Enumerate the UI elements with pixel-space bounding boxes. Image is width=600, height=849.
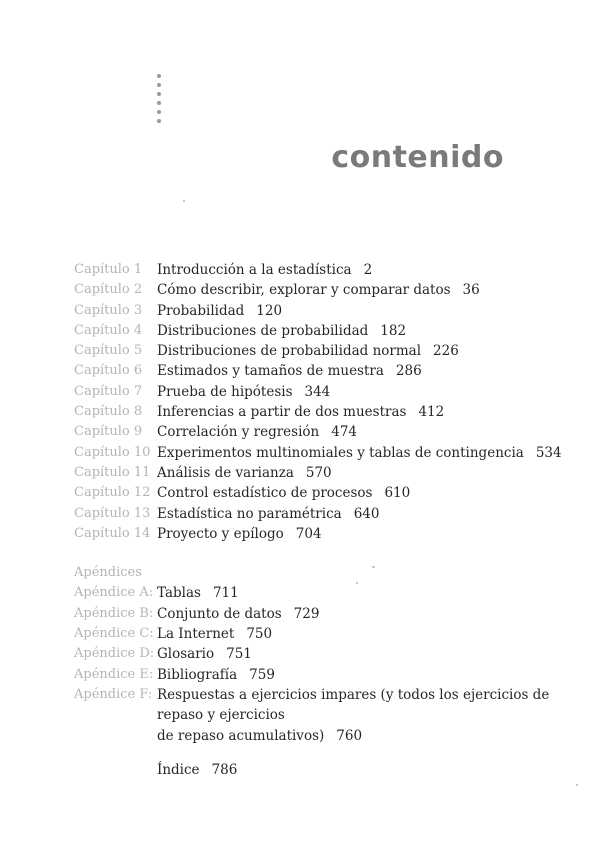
- chapter-title: Distribuciones de probabilidad normal: [157, 343, 422, 360]
- chapter-label: Capítulo 4: [74, 322, 143, 338]
- chapter-title: Estadística no paramétrica: [157, 505, 342, 522]
- appendix-label: Apéndice E:: [74, 666, 154, 682]
- dot-icon: [157, 83, 161, 87]
- chapter-title: Control estadístico de procesos: [157, 485, 373, 502]
- appendix-title: Conjunto de datos: [157, 605, 282, 622]
- appendix-page: 750: [246, 626, 273, 643]
- chapter-title: Análisis de varianza: [157, 464, 294, 481]
- dot-icon: [157, 119, 161, 123]
- appendix-page: 751: [226, 646, 252, 663]
- chapter-row[interactable]: [74, 341, 574, 361]
- appendix-label: Apéndice C:: [74, 626, 154, 642]
- dot-icon: [157, 101, 161, 105]
- chapter-label: Capítulo 14: [74, 525, 151, 541]
- chapter-row[interactable]: [74, 443, 574, 463]
- scan-speck: [576, 784, 578, 786]
- chapter-label: Capítulo 9: [74, 424, 143, 440]
- scan-speck: [183, 200, 185, 202]
- chapter-row[interactable]: [74, 280, 574, 300]
- index-row[interactable]: [74, 760, 574, 780]
- chapter-row[interactable]: [74, 524, 574, 544]
- appendix-page: 711: [212, 585, 239, 602]
- chapter-page: 640: [353, 505, 380, 522]
- dot-icon: [157, 92, 161, 96]
- chapter-label: Capítulo 10: [74, 444, 151, 460]
- appendix-title: Bibliografía: [157, 666, 238, 683]
- chapter-page: 534: [535, 444, 562, 461]
- appendix-row[interactable]: [74, 624, 574, 644]
- chapter-label: Capítulo 6: [74, 363, 143, 379]
- table-of-contents: [74, 260, 574, 781]
- chapter-row[interactable]: [74, 260, 574, 280]
- appendix-title: Tablas: [157, 585, 201, 602]
- dot-icon: [157, 74, 161, 78]
- chapter-title: Cómo describir, explorar y comparar datos: [157, 282, 451, 299]
- scan-speck: [372, 566, 375, 568]
- scan-speck: [356, 582, 358, 584]
- appendix-row-f[interactable]: [74, 685, 574, 747]
- chapter-page: 286: [395, 363, 422, 380]
- chapter-title: Prueba de hipótesis: [157, 383, 293, 400]
- chapter-row[interactable]: [74, 483, 574, 503]
- chapter-label: Capítulo 5: [74, 343, 143, 359]
- chapter-page: 226: [433, 343, 459, 360]
- chapter-label: Capítulo 8: [74, 404, 143, 420]
- chapter-list: [74, 260, 574, 544]
- chapter-title: Proyecto y epílogo: [157, 525, 284, 542]
- chapter-label: Capítulo 2: [74, 282, 143, 298]
- decorative-dots: [157, 74, 163, 128]
- chapter-label: Capítulo 7: [74, 383, 143, 399]
- appendix-label: Apéndice D:: [74, 646, 155, 662]
- chapter-page: 36: [462, 282, 480, 299]
- appendix-row[interactable]: [74, 644, 574, 664]
- chapter-row[interactable]: [74, 402, 574, 422]
- appendix-label: Apéndice F:: [74, 686, 153, 702]
- appendix-label: Apéndice B:: [74, 605, 154, 621]
- appendices-heading: Apéndices: [74, 565, 142, 581]
- appendix-title-line-1: Respuestas a ejercicios impares (y todos los ejercicios de repaso y ejercicios: [157, 686, 550, 724]
- appendix-row[interactable]: [74, 604, 574, 624]
- chapter-label: Capítulo 12: [74, 485, 151, 501]
- chapter-label: Capítulo 11: [74, 464, 151, 480]
- appendix-page: 760: [336, 727, 363, 744]
- chapter-page: 474: [331, 424, 358, 441]
- chapter-title: Inferencias a partir de dos muestras: [157, 404, 407, 421]
- appendix-page: 729: [293, 605, 320, 622]
- chapter-row[interactable]: [74, 382, 574, 402]
- appendix-title: Glosario: [157, 646, 215, 663]
- chapter-page: 182: [380, 322, 407, 339]
- chapter-row[interactable]: [74, 463, 574, 483]
- appendix-label: Apéndice A:: [74, 585, 154, 601]
- chapter-label: Capítulo 3: [74, 302, 143, 318]
- chapter-page: 610: [384, 485, 411, 502]
- chapter-page: 704: [295, 525, 322, 542]
- page-title: contenido: [331, 140, 504, 175]
- chapter-label: Capítulo 13: [74, 505, 151, 521]
- chapter-row[interactable]: [74, 301, 574, 321]
- chapter-title: Correlación y regresión: [157, 424, 320, 441]
- dot-icon: [157, 110, 161, 114]
- chapter-page: 2: [363, 262, 373, 278]
- appendix-title: La Internet: [157, 626, 235, 643]
- chapter-label: Capítulo 1: [74, 262, 143, 277]
- chapter-title: Distribuciones de probabilidad: [157, 322, 369, 339]
- appendix-list: [74, 583, 574, 684]
- chapter-title: Introducción a la estadística: [157, 262, 352, 278]
- chapter-page: 120: [256, 302, 283, 319]
- chapter-title: Estimados y tamaños de muestra: [157, 363, 384, 380]
- chapter-page: 570: [305, 464, 332, 481]
- appendix-row[interactable]: [74, 583, 574, 603]
- appendix-page: 759: [249, 666, 275, 683]
- chapter-title: Experimentos multinomiales y tablas de contingencia: [157, 444, 524, 461]
- index-page: 786: [211, 762, 238, 779]
- chapter-page: 412: [418, 404, 445, 421]
- chapter-row[interactable]: [74, 321, 574, 341]
- appendix-row[interactable]: [74, 665, 574, 685]
- chapter-row[interactable]: [74, 504, 574, 524]
- index-title: Índice: [157, 762, 200, 779]
- appendix-title: [157, 685, 574, 747]
- chapter-page: 344: [304, 383, 331, 400]
- appendix-title-line-2: de repaso acumulativos): [157, 727, 325, 744]
- chapter-row[interactable]: [74, 422, 574, 442]
- chapter-title: Probabilidad: [157, 302, 245, 319]
- chapter-row[interactable]: [74, 361, 574, 381]
